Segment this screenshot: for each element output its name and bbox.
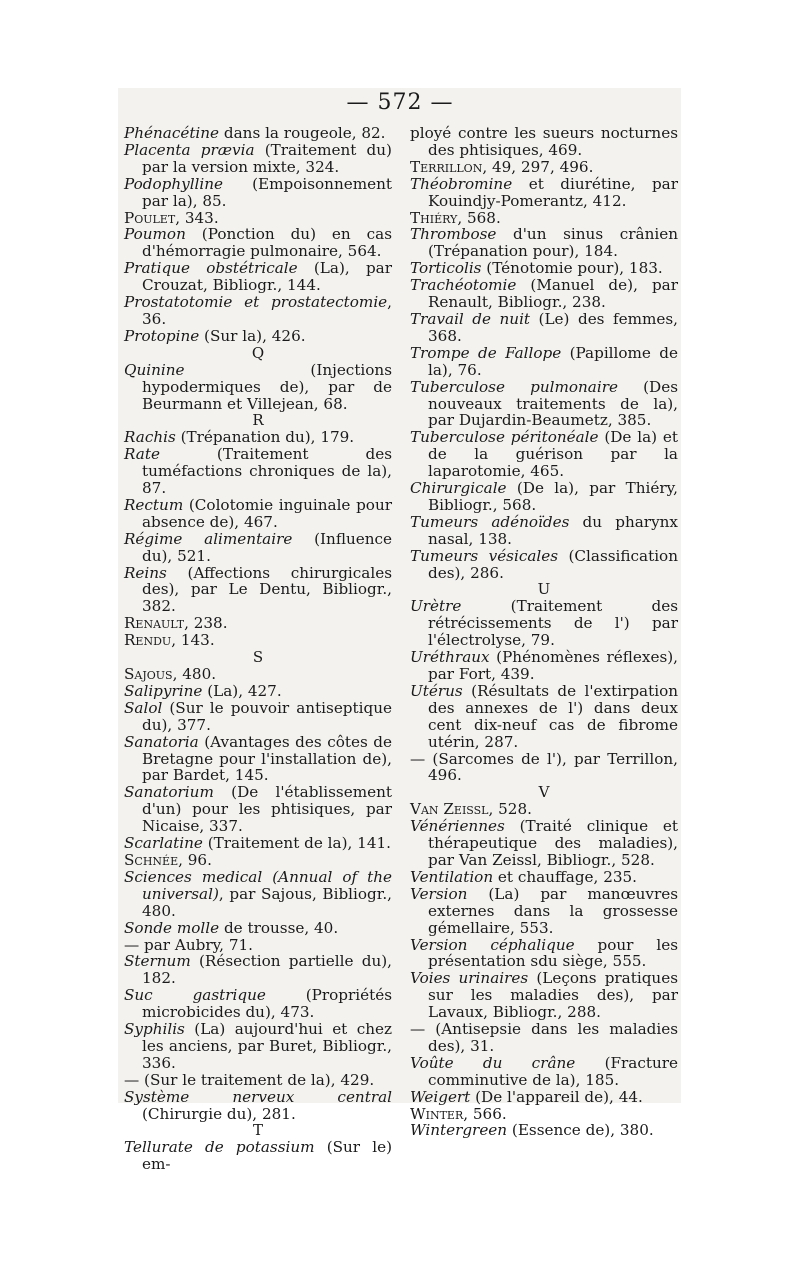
index-entry [410,683,678,751]
entry-author: Winter [410,1104,464,1123]
entry-text: (Sur le pouvoir antiseptique du), 377. [142,698,392,734]
index-entry [410,429,678,480]
entry-term: Poumon [124,225,186,244]
entry-text: (Traitement de la), 141. [202,834,391,853]
entry-term: Tumeurs vésicales [410,546,559,565]
index-entry [124,632,392,649]
entry-term: Urètre [410,597,462,616]
index-entry [124,683,392,700]
entry-text: — (Antisepsie dans les maladies des), 31. [410,1020,678,1055]
index-entry [124,565,392,616]
index-entry [124,920,392,937]
entry-term: Salipyrine [124,681,203,700]
entry-text: (Des nouveaux traitements de la), par Dujardin-Beaumetz, 385. [428,377,678,430]
entry-term: Sonde molle [124,918,220,937]
entry-text: , par Sajous, Bibliogr., 480. [142,884,392,920]
index-entry [124,869,392,920]
index-entry [124,226,392,260]
entry-text: (De la), par Thiéry, Bibliogr., 568. [428,479,678,514]
index-entry [124,294,392,328]
index-entry [410,125,678,159]
index-entry [124,700,392,734]
entry-text: , 143. [171,631,215,650]
entry-term: Voies urinaires [410,969,529,988]
index-entry [124,1139,392,1173]
entry-text: (Essence de), 380. [507,1121,654,1140]
index-entry [410,345,678,379]
entry-author: Renault [124,614,185,633]
entry-text: (La) aujourd'hui et chez les anciens, par Buret, Bibliogr., 336. [142,1020,392,1072]
index-entry [124,176,392,210]
entry-text: (Résultats de l'extirpation des annexes de l') dans deux cent dix-neuf cas de fibrome utérin, 287. [428,681,678,751]
entry-text: d'un sinus crânien (Trépanation pour), 184. [428,225,678,261]
entry-term: Chirurgicale [410,479,507,498]
entry-author: Van Zeissl [410,800,489,819]
entry-text: , 343. [175,208,219,227]
index-entry [124,125,392,142]
entry-text: (Le) des femmes, 368. [428,309,679,345]
entry-term: Théobromine [410,174,513,193]
index-entry [124,666,392,683]
entry-text: — (Sarcomes de l'), par Terrillon, 496. [410,749,678,785]
section-letter: T [252,1121,263,1140]
entry-text: dans la rougeole, 82. [219,124,386,142]
entry-text: (Fracture comminutive de la), 185. [428,1053,678,1089]
index-entry [410,311,678,345]
entry-text: (Traitement des tuméfactions chroniques de la), 87. [142,445,392,498]
entry-term: Scarlatine [124,834,203,853]
entry-term: Protopine [124,326,200,345]
index-entry [410,1021,678,1055]
entry-term: Sanatorium [124,783,214,802]
entry-term: Rachis [124,428,176,447]
entry-text: (Trépanation du), 179. [175,428,355,447]
entry-text: , 49, 297, 496. [482,157,594,176]
index-entry [410,970,678,1021]
entry-term: Quinine [124,360,185,379]
index-entry [124,987,392,1021]
entry-text: (De la) et de la guérison par la laparotomie, 465. [428,428,678,481]
entry-term: Wintergreen [410,1121,508,1140]
entry-term: Sternum [124,952,191,971]
index-entry [410,751,678,785]
entry-text: (Influence du), 521. [142,529,392,565]
entry-text: , 566. [463,1104,507,1123]
entry-term: Salol [124,698,163,717]
entry-author: Terrillon [410,157,483,176]
entry-text: , 36. [142,293,392,328]
index-entry [124,210,392,227]
entry-text: et diurétine, par Kouindjy-Pomerantz, 412. [428,174,678,210]
entry-text: (Chirurgie du), 281. [142,1104,296,1123]
entry-term: Pratique obstétricale [124,259,298,278]
index-entry [124,615,392,632]
entry-term: Suc gastrique [124,986,266,1005]
index-entry [410,514,678,548]
index-entry [124,497,392,531]
index-entry [410,480,678,514]
index-entry [410,598,678,649]
index-entry [410,1106,678,1123]
entry-term: Système nerveux central [124,1087,392,1106]
entry-text: (Ponction du) en cas d'hémorragie pulmonaire, 564. [142,225,392,261]
entry-text: (Traité clinique et thérapeutique des maladies), par Van Zeissl, Bibliogr., 528. [428,817,678,869]
index-entry [410,277,678,311]
entry-text: de trousse, 40. [219,918,339,937]
index-entry [410,176,678,210]
index-entry [124,1089,392,1123]
entry-term: Podophylline [124,174,224,193]
entry-term: Tuberculose pulmonaire [410,377,618,396]
entry-text: du pharynx nasal, 138. [428,512,678,548]
index-entry [124,362,392,413]
entry-author: Poulet [124,208,176,227]
entry-text: , 480. [172,665,217,683]
entry-text: (Traitement du) par la version mixte, 324. [142,140,392,176]
index-entry [410,1122,678,1139]
entry-term: Uréthraux [410,648,490,667]
entry-text: (Empoisonnement par la), 85. [142,174,392,210]
entry-term: Tumeurs adénoïdes [410,512,570,531]
entry-author: Thiéry [410,208,458,227]
entry-text: (Manuel de), par Renault, Bibliogr., 238. [428,276,678,312]
index-entry [124,1021,392,1072]
entry-text: (Sur le) em- [142,1138,392,1174]
entry-text: (Sur la), 426. [199,326,306,345]
entry-term: Travail de nuit [410,309,531,328]
entry-term: Sciences medical (Annual of the universal) [124,867,392,903]
entry-term: Thrombose [410,225,497,244]
entry-term: Reins [124,563,167,582]
entry-term: Prostatotomie et prostatectomie [124,293,388,312]
entry-term: Weigert [410,1087,471,1106]
entry-author: Schnée [124,850,179,869]
section-letter: V [538,783,550,802]
index-entry [410,869,678,886]
entry-text: et chauffage, 235. [493,867,638,886]
index-entry [410,801,678,818]
entry-text: (Phénomènes réflexes), par Fort, 439. [428,648,678,683]
right-column [410,125,678,1139]
index-entry [410,886,678,937]
index-entry [124,835,392,852]
entry-term: Syphilis [124,1020,185,1039]
entry-text: (Résection partielle du), 182. [142,952,392,988]
entry-author: Sajous [124,665,173,683]
index-entry [124,937,392,954]
entry-text: ployé contre les sueurs nocturnes des phtisiques, 469. [410,124,678,159]
section-letter: U [537,580,551,599]
entry-text: (Propriétés microbicides du), 473. [142,986,392,1022]
section-letter: Q [251,343,265,362]
entry-text: (De l'appareil de), 44. [470,1087,643,1106]
entry-term: Trompe de Fallope [410,343,562,362]
entry-text: (La), par Crouzat, Bibliogr., 144. [142,259,392,295]
index-entry [410,649,678,683]
entry-text: (Papillome de la), 76. [428,343,678,379]
index-entry [410,548,678,582]
entry-term: Version [410,884,468,903]
entry-text: (De l'établissement d'un) pour les phtisiques, par Nicaise, 337. [142,783,392,836]
entry-text: (Leçons pratiques sur les maladies des), par Lavaux, Bibliogr., 288. [428,969,678,1022]
index-entry [410,379,678,430]
index-entry [124,784,392,835]
entry-text: (La), 427. [202,681,282,700]
entry-text: (Classification des), 286. [428,546,678,582]
page-number: — 572 — [346,90,454,115]
entry-term: Tellurate de potassium [124,1138,315,1157]
entry-text: (Ténotomie pour), 183. [481,259,663,278]
entry-term: Rectum [124,495,184,514]
entry-term: Voûte du crâne [410,1053,576,1072]
entry-term: Vénériennes [410,817,505,836]
entry-term: Placenta prævia [124,140,255,159]
entry-text: (Traitement des rétrécissements de l') par l'électrolyse, 79. [428,597,678,650]
entry-text: , 238. [184,614,228,633]
index-entry [410,260,678,277]
index-entry [124,531,392,565]
index-entry [410,226,678,260]
entry-text: (Colotomie inguinale pour absence de), 467. [142,495,392,531]
left-column [124,125,392,1173]
index-entry [410,1089,678,1106]
entry-term: Utérus [410,681,463,700]
entry-author: Rendu [124,631,172,650]
index-entry [410,1055,678,1089]
entry-term: Version céphalique [410,935,575,954]
entry-text: (Affections chirurgicales des), par Le Dentu, Bibliogr., 382. [142,563,392,616]
entry-term: Sanatoria [124,732,199,751]
index-entry [410,818,678,869]
entry-term: Trachéotomie [410,276,517,295]
entry-text: , 528. [488,800,532,819]
entry-text: (Injections hypodermiques de), par de Beurmann et Villejean, 68. [142,360,392,413]
entry-term: Phénacétine [124,124,220,142]
entry-text: pour les présentation sdu siège, 555. [428,935,679,971]
index-entry [124,142,392,176]
index-entry [124,446,392,497]
entry-term: Tuberculose péritonéale [410,428,599,447]
entry-text: — par Aubry, 71. [124,935,253,954]
index-entry [410,210,678,227]
index-entry [124,260,392,294]
index-entry [124,429,392,446]
entry-term: Torticolis [410,259,482,278]
index-entry [124,1072,392,1089]
index-entry [124,328,392,345]
index-entry [124,953,392,987]
entry-text: (La) par manœuvres externes dans la grossesse gémellaire, 553. [428,884,678,937]
entry-text: , 568. [457,208,501,227]
index-entry [410,937,678,971]
section-letter: S [252,648,264,667]
index-entry [124,734,392,785]
entry-text: (Avantages des côtes de Bretagne pour l'installation de), par Bardet, 145. [142,732,392,785]
section-letter: R [252,411,264,430]
entry-term: Régime alimentaire [124,529,293,548]
entry-term: Ventilation [410,867,494,886]
entry-term: Rate [124,445,160,464]
index-entry [410,159,678,176]
index-entry [124,852,392,869]
entry-text: , 96. [178,850,212,869]
entry-text: — (Sur le traitement de la), 429. [124,1070,375,1089]
